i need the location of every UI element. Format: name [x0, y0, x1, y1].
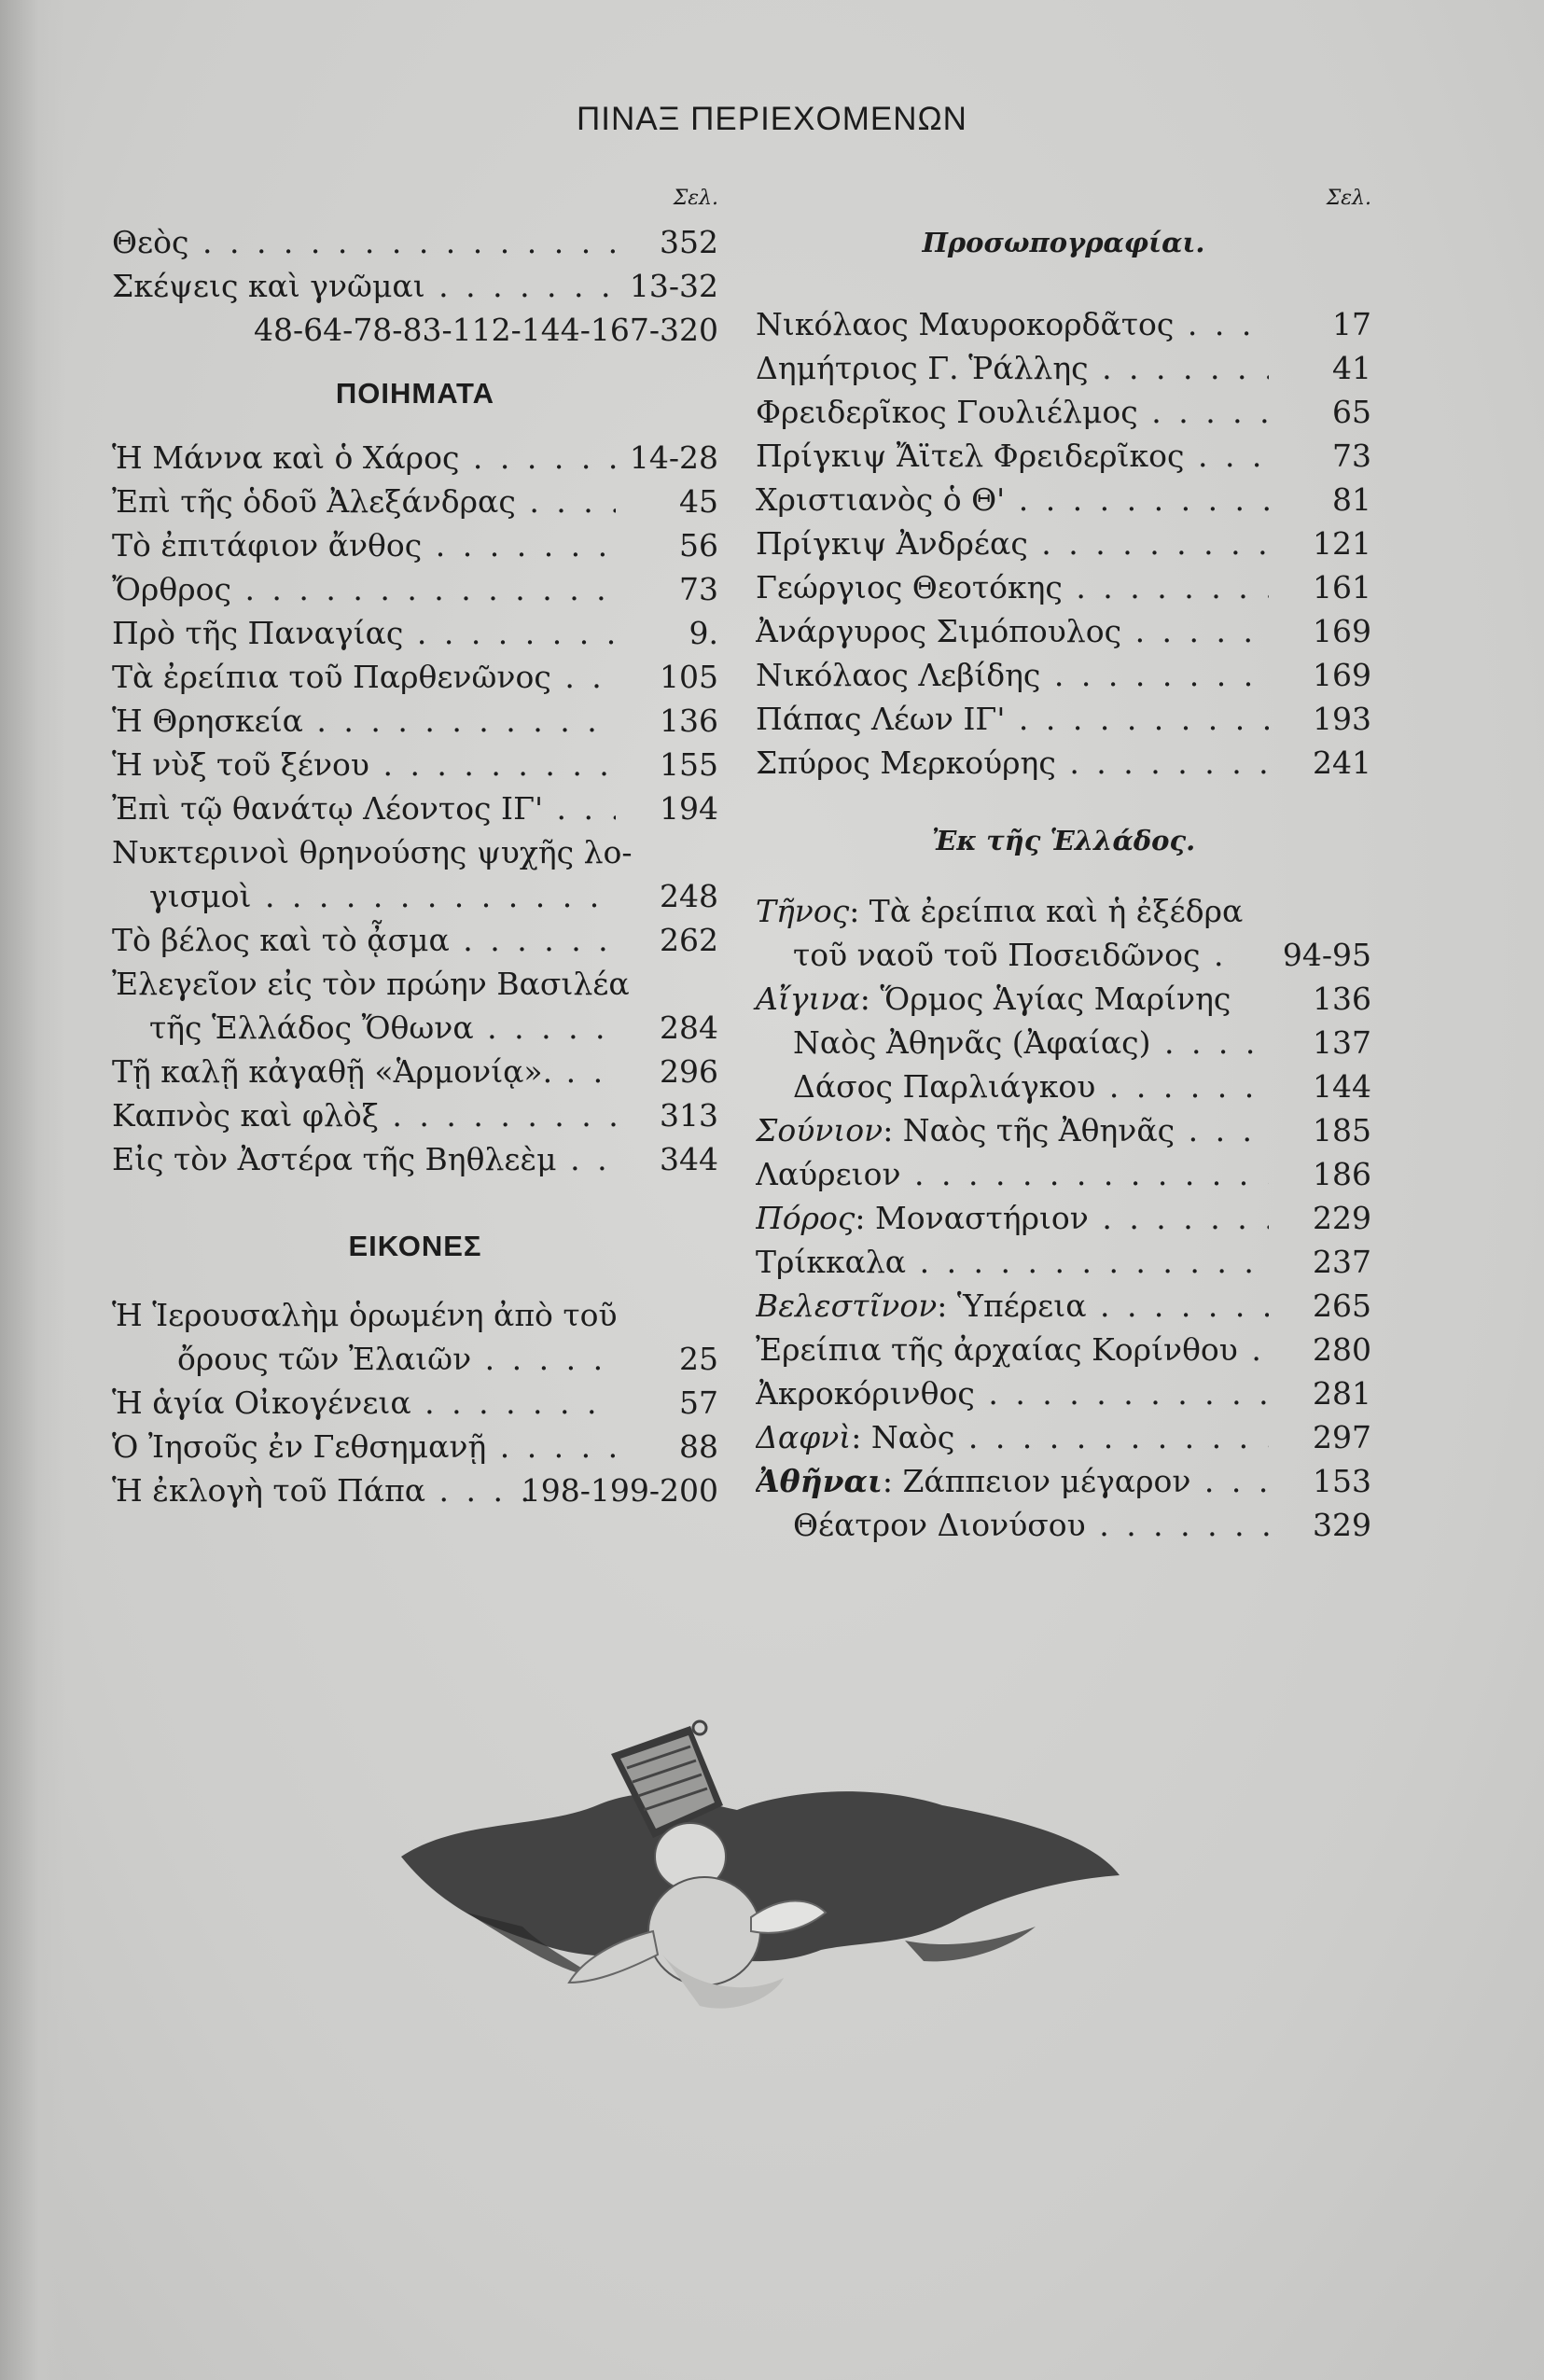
entry-title: Τρίκκαλα . . . [756, 1240, 1269, 1284]
entry-page: 229 [1313, 1200, 1371, 1236]
section-heading-portraits: Προσωπογραφίαι. [922, 227, 1205, 258]
entry-title: Τὸ ἐπιτάφιον ἄνθος . . . [112, 523, 616, 567]
entry-title: Νυκτερινοὶ θρηνούσης ψυχῆς λο- [112, 834, 633, 870]
entry-title: Ἡ ἐκλογὴ τοῦ Πάπα . . . [112, 1468, 532, 1512]
entry-page: 144 [1313, 1068, 1371, 1105]
entry-title-text: : Ναὸς [851, 1419, 955, 1455]
toc-entry [112, 1093, 718, 1137]
toc-entry [756, 1196, 1371, 1240]
entry-page: 265 [1313, 1287, 1371, 1324]
entry-title-cont: τοῦ ναοῦ τοῦ Ποσειδῶνος . . . [793, 933, 1231, 977]
toc-entry [756, 1503, 1371, 1547]
entry-page: 41 [1332, 350, 1371, 386]
toc-entry [112, 480, 718, 523]
section-heading-poems: ΠΟΙΗΜΑΤΑ [335, 377, 495, 410]
toc-entry [756, 697, 1371, 741]
entry-page: 284 [660, 1009, 718, 1046]
entry-page: 57 [679, 1385, 718, 1421]
entry-page: 297 [1313, 1419, 1371, 1455]
toc-entry [756, 1240, 1371, 1284]
toc-entry [756, 977, 1371, 1021]
toc-entry [756, 565, 1371, 609]
entry-page: 65 [1332, 394, 1371, 430]
entry-page: 9. [689, 615, 718, 651]
entry-page: 94-95 [1282, 937, 1371, 973]
entry-title: Πρὸ τῆς Παναγίας . . . [112, 611, 616, 655]
entry-title: Νικόλαος Λεβίδης . . . [756, 653, 1269, 697]
toc-entry [756, 609, 1371, 653]
toc-entry [112, 655, 718, 699]
entry-page: 136 [1313, 981, 1371, 1017]
entry-title: Καπνὸς καὶ φλὸξ . . . [112, 1093, 616, 1137]
toc-entry-line [112, 962, 718, 1006]
entry-page: 262 [660, 922, 718, 958]
place-name: Ἀθῆναι [756, 1463, 883, 1499]
entry-page: 352 [660, 224, 718, 260]
entry-title: Γεώργιος Θεοτόκης . . . [756, 565, 1269, 609]
entry-title-cont: ὄρους τῶν Ἐλαιῶν . . . [177, 1337, 616, 1381]
entry-page: 280 [1313, 1331, 1371, 1368]
section-heading-images: ΕΙΚΟΝΕΣ [348, 1230, 482, 1262]
entry-title: Τὰ ἐρείπια τοῦ Παρθενῶνος . . . [112, 655, 616, 699]
entry-title: Θεὸς . . . [112, 220, 616, 264]
toc-entry [756, 522, 1371, 565]
entry-title: Ὁ Ἰησοῦς ἐν Γεθσημανῇ . . . [112, 1425, 616, 1468]
left-column [112, 187, 718, 1512]
page-title: ΠΙΝΑΞ ΠΕΡΙΕΧΟΜΕΝΩΝ [577, 101, 967, 137]
toc-entry [756, 1152, 1371, 1196]
entry-page: 296 [660, 1053, 718, 1090]
entry-page: 137 [1313, 1024, 1371, 1061]
entry-title [756, 1108, 1269, 1152]
toc-entry [112, 523, 718, 567]
entry-page: 121 [1313, 525, 1371, 562]
entry-page: 81 [1332, 481, 1371, 518]
entry-page: 153 [1313, 1463, 1371, 1499]
toc-entry [112, 918, 718, 962]
toc-entry [112, 1137, 718, 1181]
entry-title-text: : Τὰ ἐρείπια καὶ ἡ ἐξέδρα [849, 893, 1244, 929]
entry-title: Ἡ Θρησκεία . . . [112, 699, 616, 743]
section-heading-greece: Ἐκ τῆς Ἑλλάδος. [931, 825, 1196, 856]
entry-title: Ἐπὶ τῆς ὁδοῦ Ἀλεξάνδρας . . . [112, 480, 616, 523]
toc-entry [756, 1108, 1371, 1152]
entry-title-text: : Μοναστήριον [855, 1200, 1089, 1236]
entry-title: Πρίγκιψ Ἄϊτελ Φρειδερῖκος . . . [756, 434, 1269, 478]
entry-title [756, 1284, 1269, 1328]
toc-entry [112, 1006, 718, 1050]
toc-entry [112, 264, 718, 308]
entry-title: Ἐπὶ τῷ θανάτῳ Λέοντος ΙΓ' . . . [112, 786, 616, 830]
entry-title: Ἡ Μάννα καὶ ὁ Χάρος . . . [112, 436, 616, 480]
toc-entry [756, 1415, 1371, 1459]
entry-title: Ἡ ἁγία Οἰκογένεια . . . [112, 1381, 616, 1425]
entry-title: Ἀκροκόρινθος . . . [756, 1371, 1269, 1415]
entry-page: 198-199-200 [521, 1472, 718, 1509]
toc-entry [756, 346, 1371, 390]
toc-entry [112, 1425, 718, 1468]
entry-title: Δημήτριος Γ. Ῥάλλης . . . [756, 346, 1269, 390]
place-name: Βελεστῖνον [756, 1287, 938, 1324]
entry-page: 13-32 [629, 268, 718, 304]
entry-title: Σκέψεις καὶ γνῶμαι . . . [112, 264, 616, 308]
page-edge-shadow [0, 0, 65, 2380]
entry-page: 313 [660, 1097, 718, 1134]
place-name: Δαφνὶ [756, 1419, 852, 1455]
toc-entry [112, 743, 718, 786]
toc-entry [112, 1050, 718, 1093]
toc-entry [756, 434, 1371, 478]
entry-page: 155 [660, 746, 718, 783]
entry-page: 237 [1313, 1244, 1371, 1280]
entry-title: Θέατρον Διονύσου . . . [793, 1503, 1269, 1547]
entry-title [756, 977, 1231, 1021]
entry-page: 169 [1313, 657, 1371, 693]
entry-page: 136 [660, 703, 718, 739]
entry-title: Νικόλαος Μαυροκορδᾶτος . . . [756, 302, 1269, 346]
entry-title: Τὸ βέλος καὶ τὸ ᾆσμα . . . [112, 918, 616, 962]
entry-title-text: : Ναὸς τῆς Ἀθηνᾶς [883, 1112, 1175, 1148]
entry-title: Ἡ νὺξ τοῦ ξένου . . . [112, 743, 616, 786]
entry-page: 248 [660, 878, 718, 914]
entry-page: 194 [660, 790, 718, 827]
toc-entry [756, 653, 1371, 697]
entry-page: 73 [679, 571, 718, 607]
toc-entry [112, 1468, 718, 1512]
entry-title: Πάπας Λέων ΙΓ' . . . [756, 697, 1269, 741]
toc-entry [756, 1328, 1371, 1371]
entry-title [756, 1415, 1269, 1459]
cloud-shape [401, 1791, 1120, 1978]
entry-page: 56 [679, 527, 718, 564]
entry-title: Ἐρείπια τῆς ἀρχαίας Κορίνθου . . . [756, 1328, 1269, 1371]
entry-title [756, 1459, 1269, 1503]
place-name: Αἴγινα [756, 981, 860, 1017]
entry-title-text: : Ζάππειον μέγαρον [882, 1463, 1191, 1499]
toc-entry-line [112, 1293, 718, 1337]
entry-title: Τῇ καλῇ κἀγαθῇ «Ἁρμονίᾳ». . . . [112, 1050, 616, 1093]
toc-entry [756, 1371, 1371, 1415]
right-column [756, 187, 1371, 1547]
entry-page: 185 [1313, 1112, 1371, 1148]
toc-entry [112, 1337, 718, 1381]
toc-entry-line [112, 830, 718, 874]
place-name: Σούνιον [756, 1112, 883, 1148]
entry-page: 186 [1313, 1156, 1371, 1192]
entry-page: 193 [1313, 701, 1371, 737]
pages-list: 48-64-78-83-112-144-167-320 [254, 312, 718, 348]
toc-entry [756, 1284, 1371, 1328]
toc-entry [756, 390, 1371, 434]
spacer [756, 274, 1371, 302]
entry-page: 45 [679, 483, 718, 520]
entry-page: 329 [1313, 1507, 1371, 1543]
entry-page: 169 [1313, 613, 1371, 649]
toc-entry [112, 220, 718, 264]
toc-entry [756, 933, 1371, 977]
page-abbr: Σελ. [673, 187, 718, 210]
toc-entry [756, 1065, 1371, 1108]
entry-title: Εἰς τὸν Ἀστέρα τῆς Βηθλεὲμ . . . [112, 1137, 616, 1181]
toc-entry [756, 1459, 1371, 1503]
entry-title-text: : Ὅρμος Ἁγίας Μαρίνης [859, 981, 1231, 1017]
entry-page: 14-28 [629, 439, 718, 476]
entry-title-cont: τῆς Ἑλλάδος Ὄθωνα . . . [149, 1006, 616, 1050]
entry-title: Ἐλεγεῖον εἰς τὸν πρώην Βασιλέα [112, 966, 630, 1002]
entry-title: Πρίγκιψ Ἀνδρέας . . . [756, 522, 1269, 565]
toc-entry [756, 1021, 1371, 1065]
entry-page: 73 [1332, 438, 1371, 474]
entry-page: 105 [660, 659, 718, 695]
page-abbr: Σελ. [1326, 187, 1371, 210]
entry-title: Ναὸς Ἀθηνᾶς (Ἀφαίας) . . . [793, 1021, 1269, 1065]
entry-title: Σπύρος Μερκούρης . . . [756, 741, 1269, 785]
place-name: Πόρος [756, 1200, 855, 1236]
entry-page: 25 [679, 1341, 718, 1377]
toc-entry [756, 478, 1371, 522]
entry-title [756, 1196, 1269, 1240]
entry-title-text: : Ὑπέρεια [937, 1287, 1087, 1324]
entry-page: 344 [660, 1141, 718, 1177]
toc-entry [756, 302, 1371, 346]
cherub-vignette [383, 1717, 1129, 2053]
toc-entry [756, 741, 1371, 785]
toc-entry [112, 436, 718, 480]
entry-title: Χριστιανὸς ὁ Θ' . . . [756, 478, 1269, 522]
entry-title: Ἡ Ἱερουσαλὴμ ὁρωμένη ἀπὸ τοῦ [112, 1297, 618, 1333]
entry-page: 88 [679, 1428, 718, 1465]
entry-title: Ὄρθρος . . . [112, 567, 616, 611]
toc-entry [112, 611, 718, 655]
entry-page: 161 [1313, 569, 1371, 605]
entry-title: Φρειδερῖκος Γουλιέλμος . . . [756, 390, 1269, 434]
page-column-header [756, 187, 1371, 220]
entry-page: 281 [1313, 1375, 1371, 1412]
entry-page: 17 [1332, 306, 1371, 342]
page-column-header [112, 187, 718, 220]
entry-title: Λαύρειον . . . [756, 1152, 1269, 1196]
toc-entry [112, 1381, 718, 1425]
toc-entry [112, 874, 718, 918]
entry-title: Ἀνάργυρος Σιμόπουλος . . . [756, 609, 1269, 653]
entry-title: Δάσος Παρλιάγκου . . . [793, 1065, 1269, 1108]
toc-entry [112, 786, 718, 830]
toc-entry [112, 567, 718, 611]
toc-entry-line [756, 889, 1371, 933]
entry-title [756, 889, 1243, 933]
place-name: Τῆνος [756, 893, 850, 929]
toc-entry [112, 699, 718, 743]
entry-page: 241 [1313, 745, 1371, 781]
entry-title-cont: γισμοὶ . . . [149, 874, 616, 918]
